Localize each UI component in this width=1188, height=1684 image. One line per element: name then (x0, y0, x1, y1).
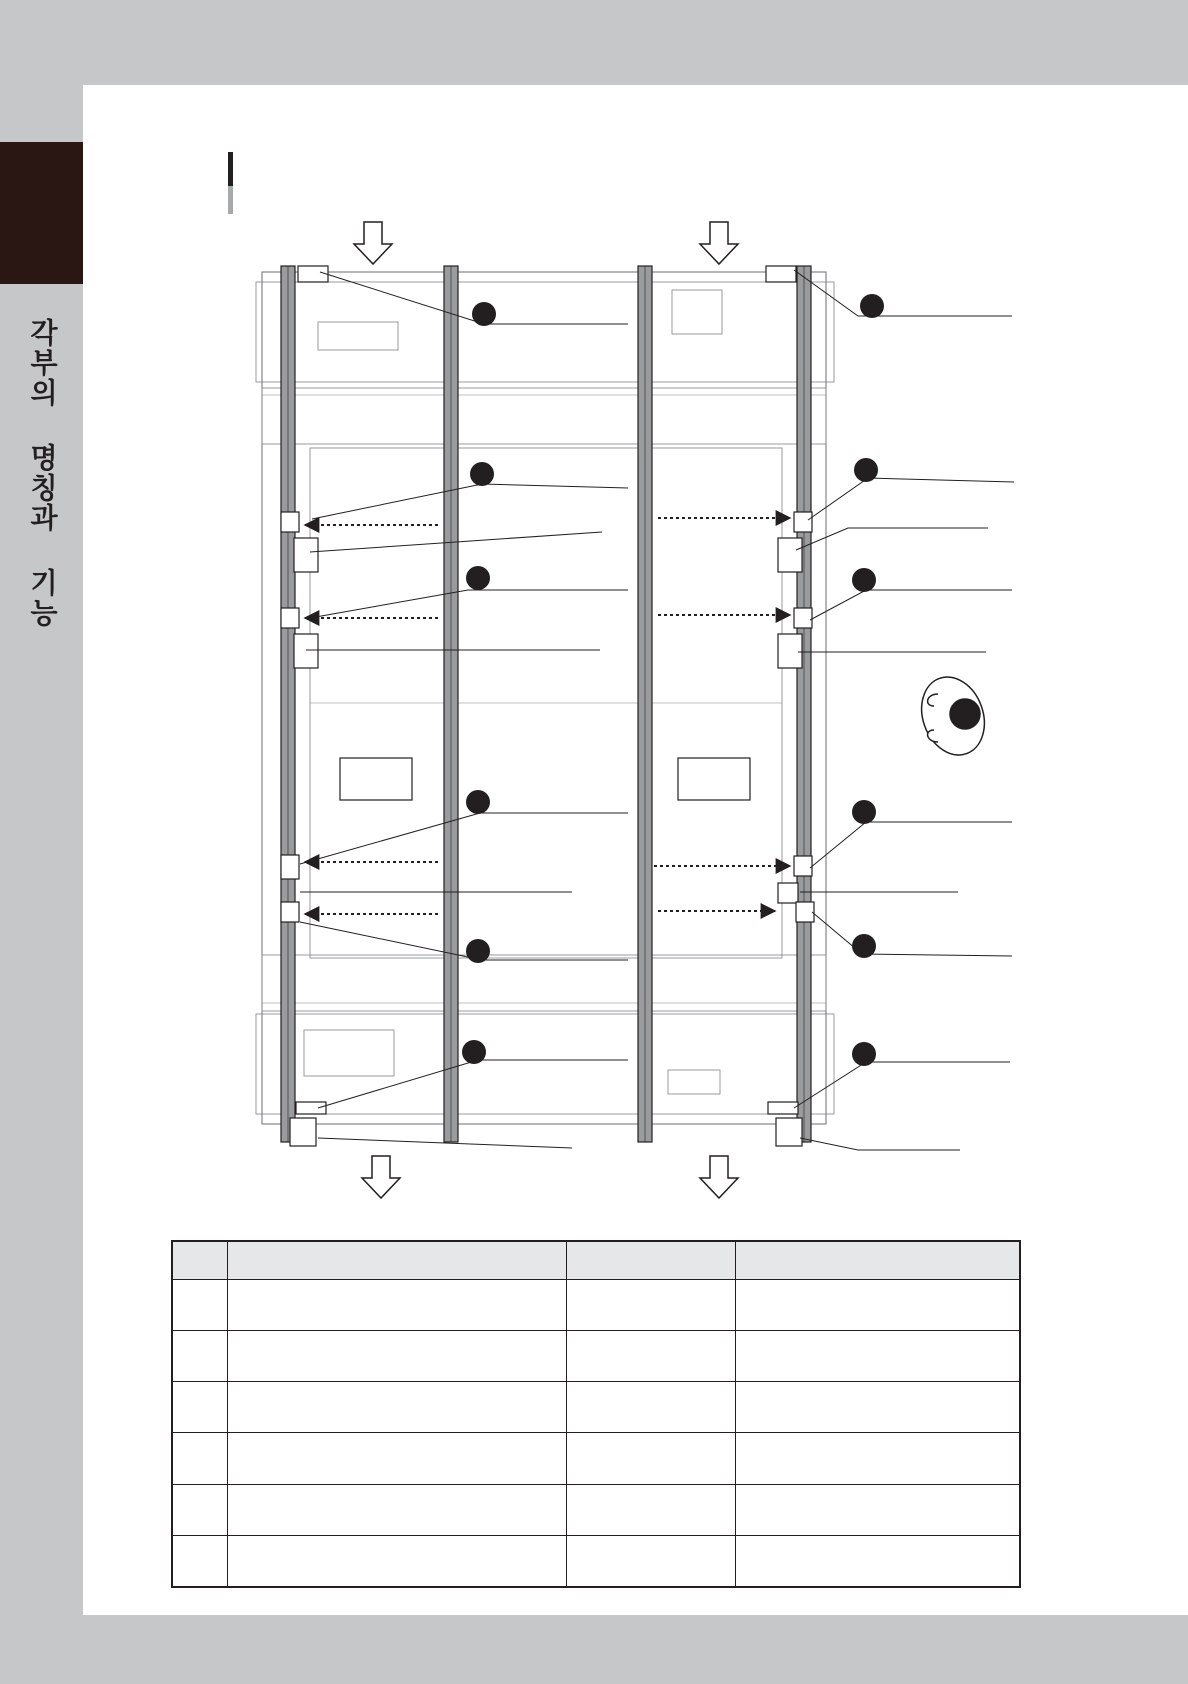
callout-7 (860, 294, 884, 318)
col-header-no (172, 1241, 228, 1279)
cell (566, 1484, 736, 1535)
flow-out-arrow-left-icon (362, 1156, 400, 1198)
col-header-function (736, 1241, 1020, 1279)
table-row (172, 1484, 1020, 1535)
flow-in-arrow-right-icon (700, 222, 738, 264)
conveyor-rails (281, 266, 811, 1142)
cell (736, 1484, 1020, 1535)
callout-5 (466, 939, 490, 963)
callout-10 (852, 800, 876, 824)
cell (172, 1279, 228, 1330)
cell (566, 1536, 736, 1587)
callout-11 (852, 934, 876, 958)
machine-frame (256, 272, 834, 1124)
table-row (172, 1330, 1020, 1381)
callout-9 (852, 568, 876, 592)
leader-lines (300, 270, 1014, 1150)
callout-3 (466, 566, 490, 590)
table-row (172, 1536, 1020, 1587)
cell (566, 1382, 736, 1433)
callout-12 (852, 1042, 876, 1066)
cell (228, 1433, 566, 1484)
callout-2 (470, 462, 494, 486)
cell (172, 1484, 228, 1535)
table-row (172, 1433, 1020, 1484)
transfer-arrows (305, 518, 790, 914)
cell (172, 1536, 228, 1587)
top-view-operator-icon (911, 668, 995, 764)
cell (736, 1330, 1020, 1381)
table-header-row (172, 1241, 1020, 1279)
cell (172, 1330, 228, 1381)
col-header-name (228, 1241, 566, 1279)
cell (736, 1279, 1020, 1330)
table-row (172, 1382, 1020, 1433)
flow-out-arrow-right-icon (700, 1156, 738, 1198)
callout-4 (466, 790, 490, 814)
cell (228, 1484, 566, 1535)
flow-in-arrow-left-icon (354, 222, 392, 264)
cell (736, 1433, 1020, 1484)
cell (228, 1330, 566, 1381)
cell (228, 1382, 566, 1433)
callout-dots (462, 294, 884, 1066)
table-row (172, 1279, 1020, 1330)
cell (228, 1279, 566, 1330)
callout-8 (854, 458, 878, 482)
callout-6 (462, 1040, 486, 1064)
cell (566, 1279, 736, 1330)
cell (172, 1433, 228, 1484)
cell (172, 1382, 228, 1433)
cell (566, 1330, 736, 1381)
cell (736, 1536, 1020, 1587)
cell (228, 1536, 566, 1587)
section-title: 각부의 명칭과 기능 (26, 318, 59, 628)
col-header-spec (566, 1241, 736, 1279)
parts-table (171, 1240, 1021, 1588)
callout-1 (472, 302, 496, 326)
cell (566, 1433, 736, 1484)
cell (736, 1382, 1020, 1433)
